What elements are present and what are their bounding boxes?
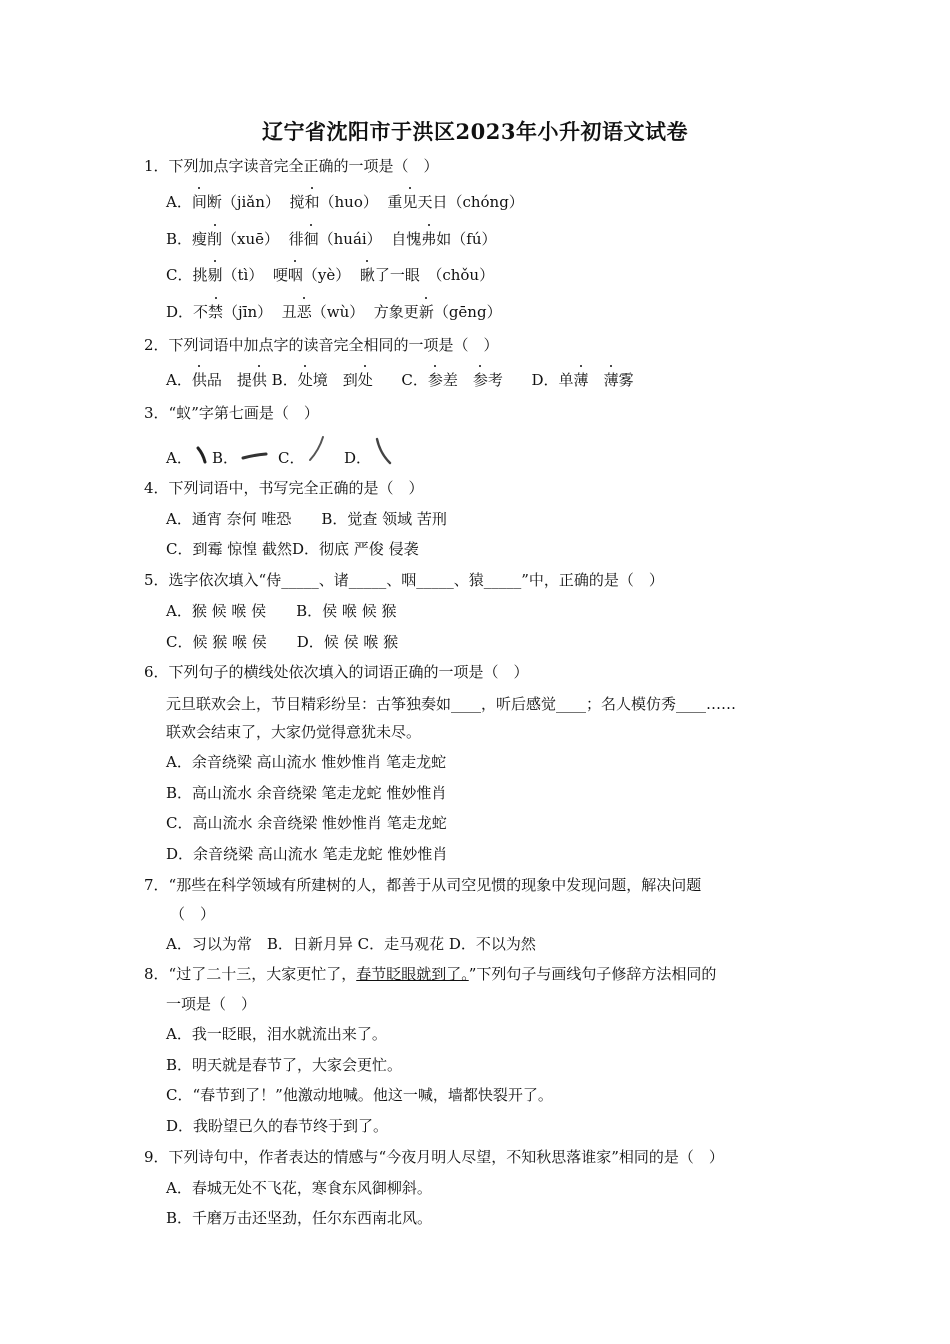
q6-option-b: B．高山流水 余音绕梁 笔走龙蛇 惟妙惟肖	[166, 784, 447, 802]
q1-option-a: A．间断（jiǎn） 搅和（huo） 重见天日（chóng）	[166, 193, 524, 211]
q3-stroke-options	[166, 434, 426, 474]
dotted-char: 见	[402, 193, 418, 211]
stroke-dot-icon	[194, 440, 212, 468]
q6-option-a: A．余音绕梁 高山流水 惟妙惟肖 笔走龙蛇	[166, 753, 447, 771]
dotted-char: 和	[304, 193, 320, 211]
q4-options-cd: C．到霉 惊惶 截然D．彻底 严俊 侵袭	[166, 540, 419, 558]
dotted-char: 徊	[303, 230, 319, 248]
dotted-char: 供	[251, 371, 267, 389]
stroke-horizontal-icon	[240, 444, 270, 466]
q3-label-b: B．	[212, 449, 239, 467]
dotted-char: 禁	[208, 303, 224, 321]
q1-option-b: B．瘦削（xuē） 徘徊（huái） 自愧弗如（fú）	[166, 230, 497, 248]
dotted-char: 处	[357, 371, 373, 389]
q2-stem: 2．下列词语中加点字的读音完全相同的一项是（ ）	[144, 336, 499, 354]
q3-stem: 3．“蚁”字第七画是（ ）	[144, 404, 319, 422]
q9-option-a: A．春城无处不飞花，寒食东风御柳斜。	[166, 1179, 432, 1197]
dotted-char: 供	[191, 371, 207, 389]
q1-option-d: D．不禁（jīn） 丑恶（wù） 方象更新（gēng）	[166, 303, 502, 321]
q6-option-d: D．余音绕梁 高山流水 笔走龙蛇 惟妙惟肖	[166, 845, 448, 863]
underlined-sentence: 春节眨眼就到了。	[356, 965, 469, 983]
dotted-char: 新	[418, 303, 434, 321]
q7-stem: 7．“那些在科学领域有所建树的人，都善于从司空见惯的现象中发现问题，解决问题	[144, 876, 702, 894]
q5-stem: 5．选字依次填入“侍_____、诸_____、咽_____、猿_____”中，正确的是（ ）	[144, 571, 664, 589]
q6-passage-line-2: 联欢会结束了，大家仍觉得意犹未尽。	[166, 723, 422, 741]
dotted-char: 削	[207, 230, 223, 248]
q1-option-c: C．挑剔（tì） 哽咽（yè） 瞅了一眼 （chǒu）	[166, 266, 495, 284]
dotted-char: 剔	[207, 266, 223, 284]
q3-label-c: C．	[278, 449, 305, 467]
q8-option-a: A．我一眨眼，泪水就流出来了。	[166, 1025, 387, 1043]
q6-stem: 6．下列句子的横线处依次填入的词语正确的一项是（ ）	[144, 663, 529, 681]
q9-stem: 9．下列诗句中，作者表达的情感与“今夜月明人尽望，不知秋思落谁家”相同的是（ ）	[144, 1148, 724, 1166]
dotted-char: 弗	[421, 230, 437, 248]
dotted-char: 瞅	[359, 266, 375, 284]
q7-options: A．习以为常 B．日新月异 C．走马观花 D．不以为然	[166, 935, 536, 953]
dotted-char: 参	[472, 371, 488, 389]
q8-option-b: B．明天就是春节了，大家会更忙。	[166, 1056, 403, 1074]
dotted-char: 处	[297, 371, 313, 389]
dotted-char: 参	[427, 371, 443, 389]
stroke-right-falling-icon	[372, 436, 394, 470]
q8-option-c: C．“春节到了！”他激动地喊。他这一喊，墙都快裂开了。	[166, 1086, 553, 1104]
dotted-char: 薄	[603, 371, 619, 389]
q5-options-cd: C．候 猴 喉 侯 D．候 侯 喉 猴	[166, 633, 399, 651]
q8-stem-continued: 一项是（ ）	[166, 995, 257, 1013]
stroke-left-falling-icon	[306, 434, 330, 468]
dotted-char: 薄	[573, 371, 589, 389]
q3-label-d: D．	[344, 449, 372, 467]
q8-stem: 8．“过了二十三，大家更忙了，春节眨眼就到了。”下列句子与画线句子修辞方法相同的	[144, 965, 717, 983]
q1-stem: 1．下列加点字读音完全正确的一项是（ ）	[144, 157, 439, 175]
q9-option-b: B．千磨万击还坚劲，任尔东西南北风。	[166, 1209, 433, 1227]
dotted-char: 咽	[287, 266, 303, 284]
q5-options-ab: A．猴 候 喉 侯 B．侯 喉 候 猴	[166, 602, 397, 620]
q3-label-a: A．	[166, 449, 192, 467]
q7-stem-continued: （ ）	[170, 905, 216, 923]
q6-option-c: C．高山流水 余音绕梁 惟妙惟肖 笔走龙蛇	[166, 814, 447, 832]
q8-option-d: D．我盼望已久的春节终于到了。	[166, 1117, 389, 1135]
dotted-char: 间	[191, 193, 207, 211]
q2-options: A．供品 提供 B．处境 到处 C．参差 参考 D．单薄 薄雾	[166, 371, 634, 389]
dotted-char: 恶	[296, 303, 312, 321]
q6-passage-line-1: 元旦联欢会上，节目精彩纷呈：古筝独奏如____，听后感觉____；名人模仿秀____……	[166, 695, 737, 713]
q4-stem: 4．下列词语中，书写完全正确的是（ ）	[144, 479, 424, 497]
exam-title: 辽宁省沈阳市于洪区2023年小升初语文试卷	[262, 119, 688, 144]
q4-options-ab: A．通宵 奈何 唯恐 B．觉查 领域 苦刑	[166, 510, 447, 528]
